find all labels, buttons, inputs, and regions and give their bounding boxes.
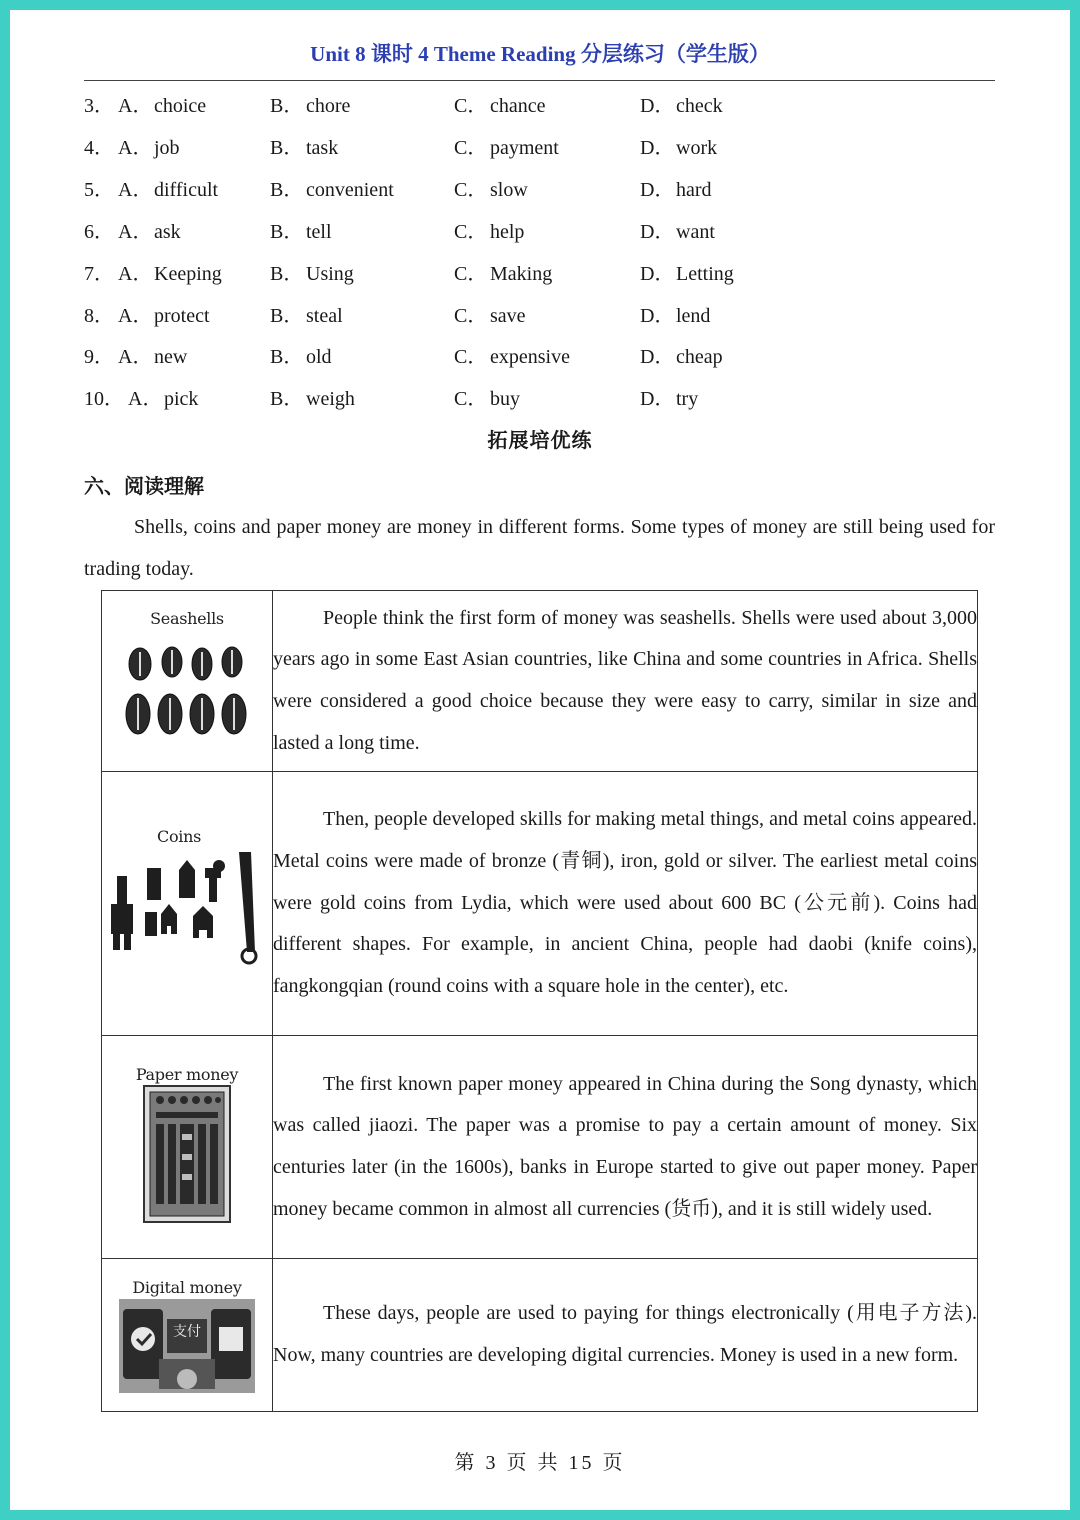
digital-money-label: Digital money	[132, 1277, 242, 1297]
option-text: slow	[490, 178, 528, 201]
reading-section-title: 六、阅读理解	[84, 476, 204, 498]
section-subtitle: 拓展培优练	[487, 430, 593, 452]
option-b	[270, 217, 332, 247]
option-b	[270, 342, 332, 372]
coins-picture	[107, 827, 267, 981]
option-text: tell	[306, 220, 332, 243]
option-letter: D．	[640, 388, 675, 411]
option-letter: D．	[640, 262, 675, 285]
paper-money-label: Paper money	[135, 1065, 239, 1084]
option-text: payment	[490, 136, 559, 159]
option-text: work	[676, 136, 718, 159]
question-number: 5．	[84, 178, 114, 201]
option-letter: A．	[118, 136, 153, 159]
option-letter: D．	[640, 178, 675, 201]
option-d	[640, 175, 712, 205]
option-letter: A．	[128, 388, 163, 411]
option-a	[118, 259, 222, 289]
option-a	[118, 342, 187, 372]
reading-intro: Shells, coins and paper money are money in different forms. Some types of money are still being used for trading today.	[84, 516, 995, 580]
seashells-picture-cell	[102, 591, 273, 772]
option-text: new	[154, 346, 188, 369]
option-b	[270, 384, 355, 414]
option-a	[118, 91, 206, 121]
question-row	[84, 175, 984, 205]
option-letter: B．	[270, 262, 304, 285]
option-text: steal	[306, 304, 343, 327]
option-c	[454, 175, 528, 205]
seashells-text: People think the first form of money was seashells. Shells were used about 3,000 years ago in some East Asian countries, like China and some countries in Africa. Shells were considered a good choice because they were easy to carry, similar in size and lasted a long time.	[273, 591, 978, 772]
question-row	[84, 384, 984, 414]
option-d	[640, 133, 717, 163]
option-letter: C．	[454, 220, 488, 243]
option-a	[128, 384, 198, 414]
paper-money-illustration	[142, 1084, 232, 1224]
option-d	[640, 217, 715, 247]
option-text: Letting	[676, 262, 734, 285]
option-d	[640, 91, 723, 121]
option-letter: C．	[454, 262, 488, 285]
question-number: 3．	[84, 95, 114, 117]
question-row	[84, 133, 984, 163]
seashells-label: Seashells	[150, 609, 224, 628]
question-number: 7．	[84, 262, 114, 285]
question-number: 6．	[84, 220, 114, 243]
option-c	[454, 301, 526, 331]
digital-money-illustration	[119, 1299, 255, 1393]
paper-money-picture	[112, 1065, 262, 1229]
option-text: difficult	[154, 178, 219, 201]
option-letter: A．	[118, 220, 153, 243]
option-letter: C．	[454, 304, 488, 327]
digital-money-picture	[112, 1278, 262, 1393]
option-letter: B．	[270, 178, 304, 201]
option-letter: A．	[118, 346, 153, 369]
table-row-seashells	[102, 591, 978, 772]
option-text: chore	[306, 95, 351, 117]
question-row	[84, 342, 984, 372]
seashells-illustration	[122, 628, 252, 748]
option-text: protect	[154, 304, 210, 327]
option-text: want	[676, 220, 715, 243]
option-b	[270, 259, 354, 289]
option-b	[270, 175, 394, 205]
option-letter: A．	[118, 95, 153, 117]
coins-label: Coins	[157, 826, 202, 846]
question-number: 10．	[84, 388, 124, 411]
option-d	[640, 259, 734, 289]
digital-money-text: These days, people are used to paying for things electronically (用电子方法). Now, many countries are developing digital currencies. Money is used in a new form.	[273, 1259, 978, 1412]
option-c	[454, 342, 570, 372]
option-c	[454, 91, 546, 121]
option-text: task	[306, 136, 339, 159]
option-letter: B．	[270, 304, 304, 327]
question-row	[84, 217, 984, 247]
option-c	[454, 133, 559, 163]
option-letter: C．	[454, 346, 488, 369]
digital-money-image	[119, 1299, 255, 1393]
option-text: Making	[490, 262, 553, 285]
table-row-digital-money	[102, 1259, 978, 1412]
option-letter: D．	[640, 136, 675, 159]
paper-money-picture-cell	[102, 1036, 273, 1259]
option-c	[454, 217, 524, 247]
option-text: choice	[154, 95, 207, 117]
option-text: convenient	[306, 178, 394, 201]
option-letter: A．	[118, 262, 153, 285]
paper-money-text: The first known paper money appeared in China during the Song dynasty, which was called jiaozi. The paper was a promise to pay a certain amount of money. Six centuries later (in the 1600s), banks in Europe started to give out paper money. Paper money became common in almost all currencies (货币), and it is still widely used.	[273, 1036, 978, 1259]
option-b	[270, 133, 338, 163]
question-row	[84, 301, 984, 331]
reading-table	[101, 590, 978, 1412]
option-a	[118, 217, 181, 247]
pay-sign: 支付	[173, 1323, 201, 1340]
question-number: 8．	[84, 304, 114, 327]
option-letter: B．	[270, 95, 304, 117]
option-c	[454, 384, 520, 414]
option-b	[270, 301, 343, 331]
option-text: Using	[306, 262, 354, 285]
coins-text: Then, people developed skills for making metal things, and metal coins appeared. Metal coins were made of bronze (青铜), iron, gold or silver. The earliest metal coins were gold coins from Lydia, which were used about 600 BC (公元前). Coins had different shapes. For example, in ancient China, people had daobi (knife coins), fangkongqian (round coins with a square hole in the center), etc.	[273, 772, 978, 1036]
question-row	[84, 91, 984, 121]
option-text: old	[306, 346, 332, 369]
option-letter: B．	[270, 388, 304, 411]
option-text: weigh	[306, 388, 355, 411]
option-letter: D．	[640, 346, 675, 369]
option-letter: A．	[118, 304, 153, 327]
option-letter: D．	[640, 220, 675, 243]
option-text: Keeping	[154, 262, 222, 285]
option-text: pick	[164, 388, 199, 411]
option-text: save	[490, 304, 526, 327]
option-letter: D．	[640, 95, 675, 117]
coins-picture-cell	[102, 772, 273, 1036]
option-a	[118, 301, 210, 331]
option-d	[640, 342, 723, 372]
table-row-coins	[102, 772, 978, 1036]
option-text: hard	[676, 178, 712, 201]
option-text: try	[676, 388, 699, 411]
option-letter: B．	[270, 346, 304, 369]
option-letter: A．	[118, 178, 153, 201]
option-text: job	[154, 136, 180, 159]
option-letter: B．	[270, 220, 304, 243]
option-text: help	[490, 220, 525, 243]
option-letter: B．	[270, 136, 304, 159]
question-number: 9．	[84, 346, 114, 369]
question-row	[84, 259, 984, 289]
option-text: lend	[676, 304, 711, 327]
option-letter: C．	[454, 136, 488, 159]
option-a	[118, 133, 180, 163]
page-footer: 第 3 页 共 15 页	[454, 1452, 626, 1474]
option-text: expensive	[490, 346, 570, 369]
option-letter: C．	[454, 388, 488, 411]
option-a	[118, 175, 218, 205]
question-number: 4．	[84, 136, 114, 159]
table-row-paper-money	[102, 1036, 978, 1259]
digital-money-picture-cell	[102, 1259, 273, 1412]
option-text: buy	[490, 388, 520, 411]
option-b	[270, 91, 350, 121]
coins-illustration	[109, 846, 265, 976]
page-header: Unit 8 课时 4 Theme Reading 分层练习（学生版）	[310, 42, 770, 66]
option-letter: D．	[640, 304, 675, 327]
option-text: ask	[154, 220, 181, 243]
header-divider	[84, 80, 995, 81]
seashells-picture	[117, 609, 257, 753]
option-text: chance	[490, 95, 546, 117]
option-letter: C．	[454, 95, 488, 117]
option-text: cheap	[676, 346, 723, 369]
option-text: check	[676, 95, 723, 117]
option-d	[640, 301, 710, 331]
option-c	[454, 259, 552, 289]
option-letter: C．	[454, 178, 488, 201]
option-d	[640, 384, 698, 414]
